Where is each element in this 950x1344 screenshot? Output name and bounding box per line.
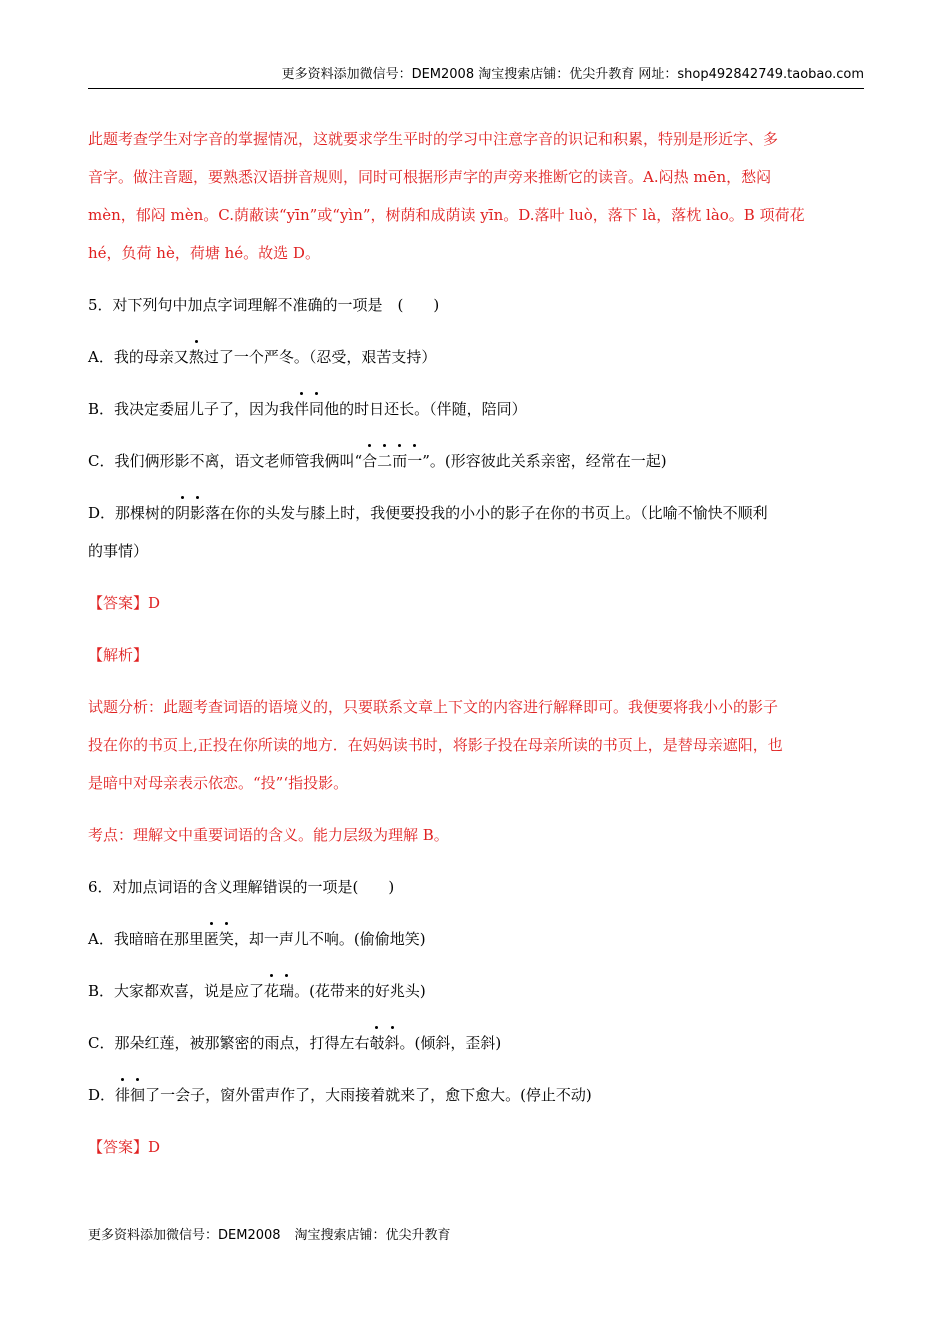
explanation-q4 [88,120,864,272]
analysis-line: 是暗中对母亲表示依恋。“投”‘指投影。 [88,774,349,792]
q5-option-c: C．我们俩形影不离，语文老师管我俩叫“合二而一”。(形容彼此关系亲密，经常在一起) [88,442,864,480]
analysis-line: 试题分析：此题考查词语的语境义的，只要联系文章上下文的内容进行解释即可。我便要将我小小的影子 [88,698,779,716]
answer-value: D [148,1138,161,1156]
dotted-char: 而 [392,442,407,480]
header-text: 更多资料添加微信号：DEM2008 淘宝搜索店铺：优尖升教育 网址：shop492842749.taobao.com [281,67,864,82]
analysis-line: 投在你的书页上,正投在你所读的地方．在妈妈读书时，将影子投在母亲所读的书页上，是替母亲遮阳，也 [88,736,783,754]
dotted-char: 瑞 [279,972,294,1010]
footer-wechat: 更多资料添加微信号：DEM2008 [88,1228,281,1243]
dotted-char: 影 [190,494,205,532]
dotted-char: 同 [309,390,324,428]
q5-answer [88,584,864,622]
q6-answer [88,1128,864,1166]
explanation-line: hé，负荷 hè，荷塘 hé。故选 D。 [88,244,320,262]
page-header [88,64,864,89]
q5-stem: 5．对下列句中加点字词理解不准确的一项是 ( ) [88,296,440,314]
explanation-line: mèn，郁闷 mèn。C.荫蔽读“yīn”或“yìn”，树荫和成荫读 yīn。D.落叶 luò，落下 là，落枕 lào。B 项荷花 [88,206,805,224]
dotted-char: 阴 [175,494,190,532]
footer-shop: 淘宝搜索店铺：优尖升教育 [294,1228,451,1243]
page-footer [88,1226,864,1246]
dotted-char: 攲 [369,1024,384,1062]
dotted-char: 笑 [219,920,234,958]
q5-option-a: A．我的母亲又熬过了一个严冬。（忍受，艰苦支持） [88,338,864,376]
dotted-char: 匿 [204,920,219,958]
q6-option-d: D．徘徊了一会子，窗外雷声作了，大雨接着就来了，愈下愈大。(停止不动) [88,1076,864,1114]
answer-label: 【答案】 [88,594,149,612]
dotted-char: 一 [407,442,422,480]
q6-option-b: B．大家都欢喜，说是应了花瑞。(花带来的好兆头) [88,972,864,1010]
dotted-char: 熬 [189,338,204,376]
dotted-char: 合 [362,442,377,480]
answer-value: D [148,594,161,612]
q6-stem: 6．对加点词语的含义理解错误的一项是( ) [88,878,395,896]
q5-analysis-label: 【解析】 [88,646,149,664]
answer-label: 【答案】 [88,1138,149,1156]
q5-analysis [88,688,864,802]
q5-option-d-cont: 的事情） [88,542,149,560]
dotted-char: 斜 [385,1024,400,1062]
q5-option-d: D．那棵树的阴影落在你的头发与膝上时，我便要投我的小小的影子在你的书页上。（比喻不愉快不顺利 [88,494,864,532]
q5-kaodian: 考点：理解文中重要词语的含义。能力层级为理解 B。 [88,826,449,844]
document-body [88,120,864,1166]
q6-option-c: C．那朵红莲，被那繁密的雨点，打得左右攲斜。(倾斜，歪斜) [88,1024,864,1062]
explanation-line: 此题考查学生对字音的掌握情况，这就要求学生平时的学习中注意字音的识记和积累，特别是形近字、多 [88,130,779,148]
explanation-line: 音字。做注音题，要熟悉汉语拼音规则，同时可根据形声字的声旁来推断它的读音。A.闷热 mēn，愁闷 [88,168,772,186]
dotted-char: 花 [264,972,279,1010]
q5-option-b: B．我决定委屈儿子了，因为我伴同他的时日还长。（伴随，陪同） [88,390,864,428]
dotted-char: 伴 [294,390,309,428]
dotted-char: 二 [377,442,392,480]
dotted-char: 徘 [115,1076,130,1114]
q6-option-a: A．我暗暗在那里匿笑，却一声儿不响。(偷偷地笑) [88,920,864,958]
dotted-char: 徊 [130,1076,145,1114]
